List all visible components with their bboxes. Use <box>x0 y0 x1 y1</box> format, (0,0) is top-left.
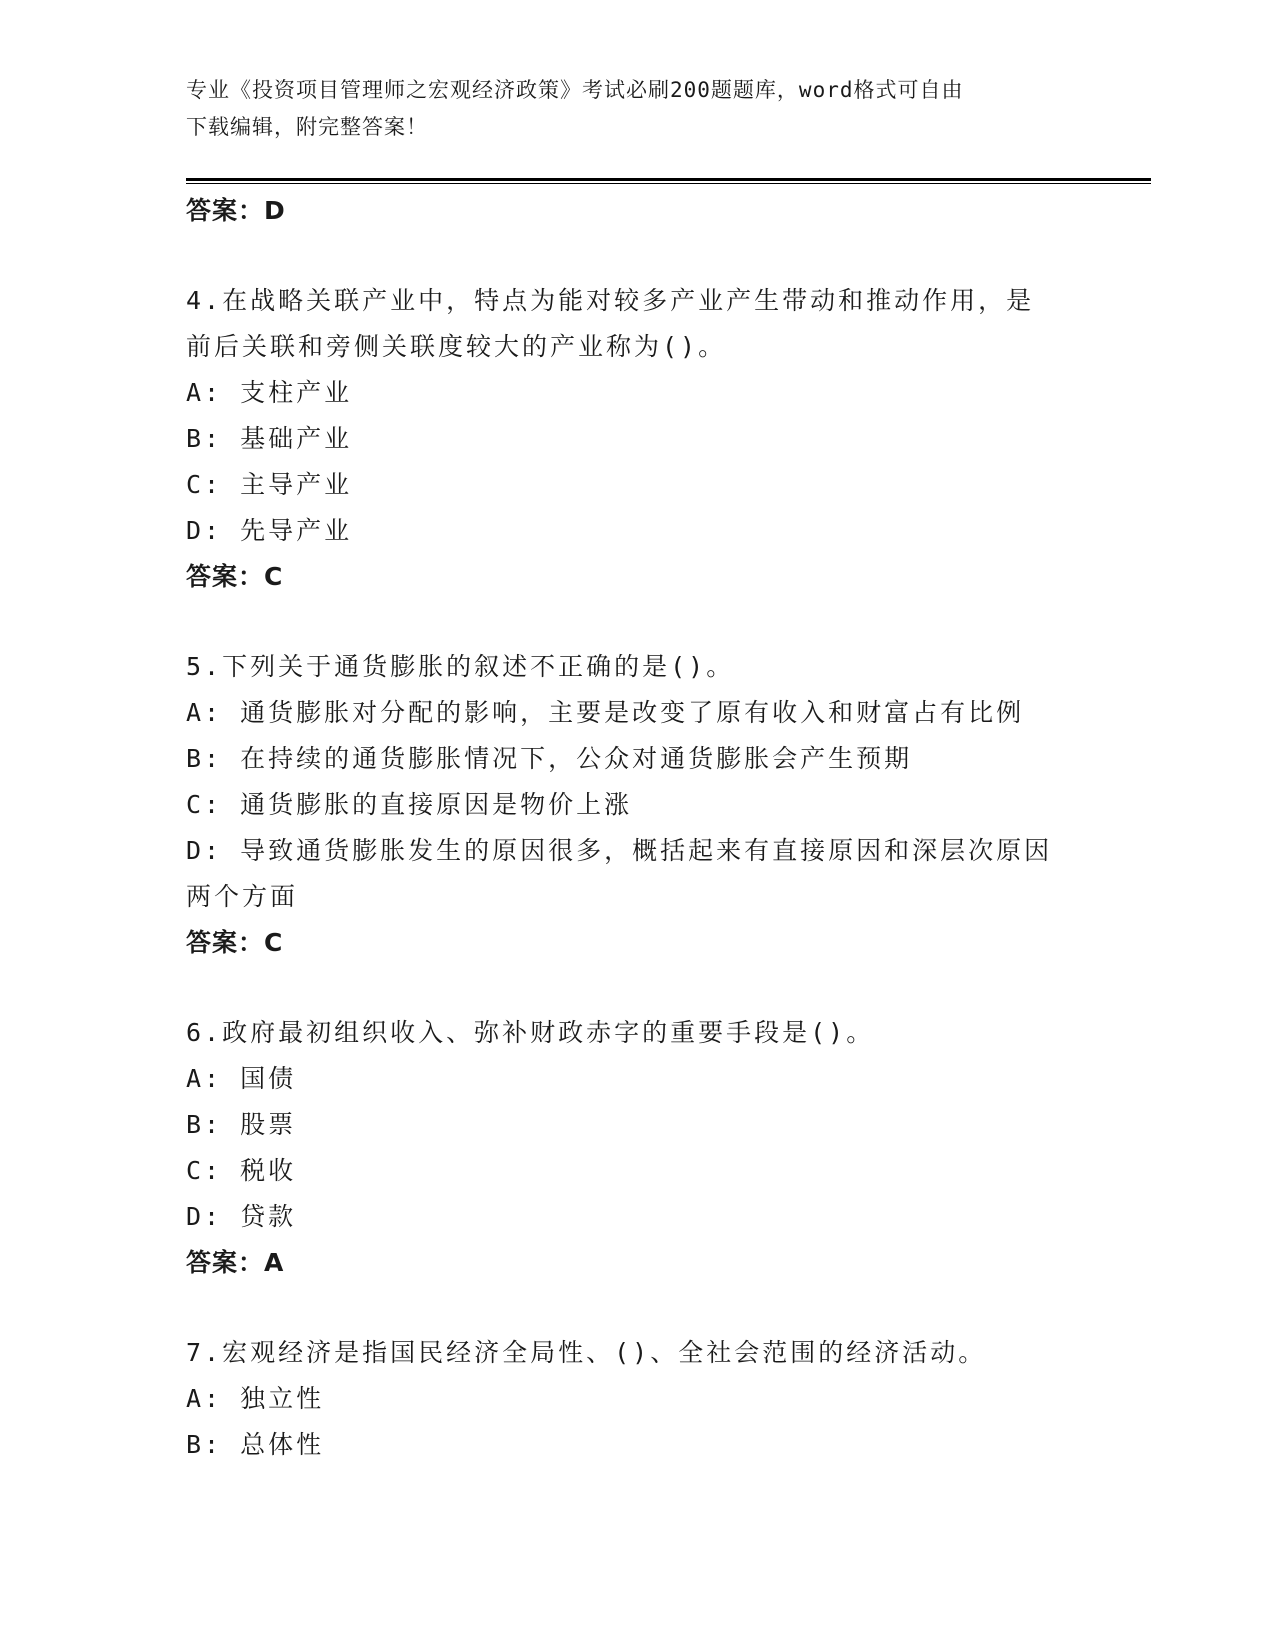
spacer <box>186 234 1136 278</box>
spacer <box>186 1286 1136 1330</box>
option-d: D: 导致通货膨胀发生的原因很多，概括起来有直接原因和深层次原因 <box>186 836 1053 865</box>
header-line-2: 下载编辑，附完整答案！ <box>186 115 428 139</box>
option-d-continued: 两个方面 <box>186 882 299 911</box>
answer-label: 答案：D <box>186 196 286 225</box>
option-b: B: 在持续的通货膨胀情况下，公众对通货膨胀会产生预期 <box>186 744 913 773</box>
option-d: D: 先导产业 <box>186 516 353 545</box>
option-c: C: 通货膨胀的直接原因是物价上涨 <box>186 790 633 819</box>
option-b: B: 基础产业 <box>186 424 353 453</box>
option-a: A: 通货膨胀对分配的影响，主要是改变了原有收入和财富占有比例 <box>186 698 1025 727</box>
option-a: A: 独立性 <box>186 1384 325 1413</box>
answer-label: 答案：A <box>186 1248 285 1277</box>
header-divider-thick <box>186 178 1151 181</box>
question-stem: 6.政府最初组织收入、弥补财政赤字的重要手段是()。 <box>186 1018 875 1047</box>
spacer <box>186 600 1136 644</box>
answer-label: 答案：C <box>186 928 284 957</box>
option-c: C: 主导产业 <box>186 470 353 499</box>
question-stem: 前后关联和旁侧关联度较大的产业称为()。 <box>186 332 727 361</box>
answer-label: 答案：C <box>186 562 284 591</box>
header-line-1: 专业《投资项目管理师之宏观经济政策》考试必刷200题题库，word格式可自由 <box>186 78 964 102</box>
question-content <box>186 188 1136 1468</box>
option-a: A: 支柱产业 <box>186 378 353 407</box>
option-b: B: 股票 <box>186 1110 297 1139</box>
question-block <box>186 644 1136 966</box>
question-block <box>186 278 1136 600</box>
header-divider-thin <box>186 183 1151 184</box>
spacer <box>186 966 1136 1010</box>
option-b: B: 总体性 <box>186 1430 325 1459</box>
question-stem: 5.下列关于通货膨胀的叙述不正确的是()。 <box>186 652 735 681</box>
option-c: C: 税收 <box>186 1156 297 1185</box>
question-stem: 4.在战略关联产业中，特点为能对较多产业产生带动和推动作用，是 <box>186 286 1035 315</box>
option-a: A: 国债 <box>186 1064 297 1093</box>
question-stem: 7.宏观经济是指国民经济全局性、()、全社会范围的经济活动。 <box>186 1338 987 1367</box>
question-block <box>186 1330 1136 1468</box>
question-block <box>186 1010 1136 1286</box>
option-d: D: 贷款 <box>186 1202 297 1231</box>
document-header <box>186 72 1086 146</box>
